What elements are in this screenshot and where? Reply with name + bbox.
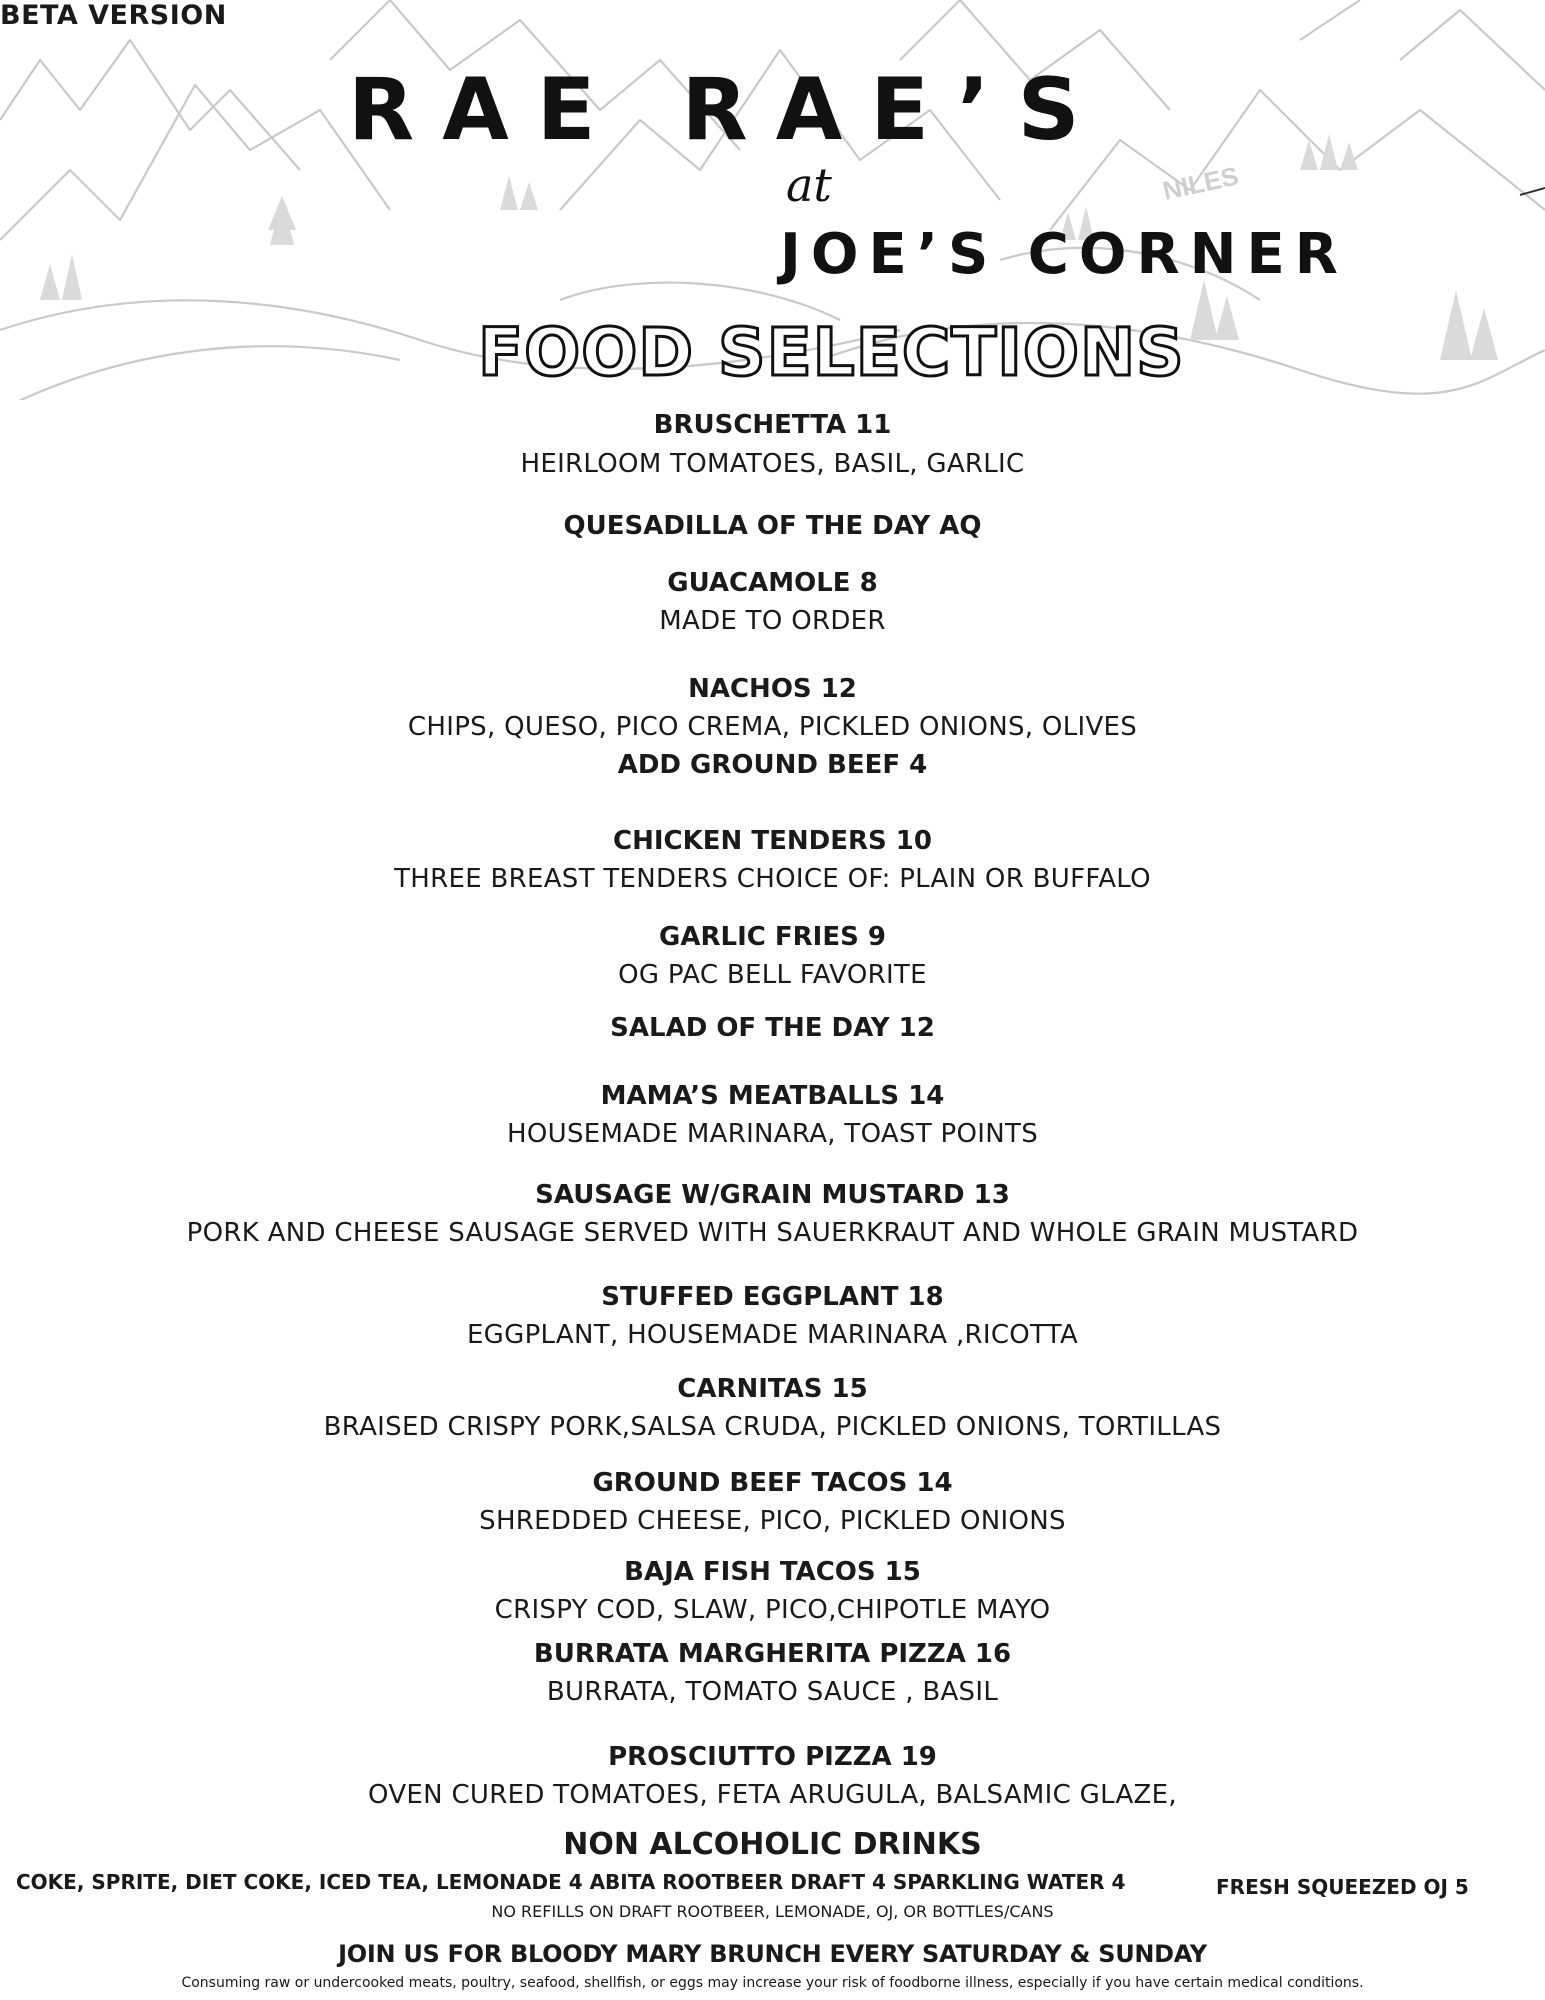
menu-item-desc: BURRATA, TOMATO SAUCE , BASIL	[546, 1677, 999, 1707]
menu-item-name: SALAD OF THE DAY 12	[610, 1013, 935, 1043]
menu-item-desc: CHIPS, QUESO, PICO CREMA, PICKLED ONIONS, OLIVES	[407, 712, 1138, 742]
menu-item-desc: BRAISED CRISPY PORK,SALSA CRUDA, PICKLED ONIONS, TORTILLAS	[323, 1412, 1222, 1442]
menu-item-desc: THREE BREAST TENDERS CHOICE OF: PLAIN OR BUFFALO	[394, 864, 1151, 894]
drinks-oj: FRESH SQUEEZED OJ 5	[1216, 1875, 1469, 1899]
menu-item-name: QUESADILLA OF THE DAY AQ	[563, 511, 982, 541]
menu-item-desc: SHREDDED CHEESE, PICO, PICKLED ONIONS	[479, 1506, 1066, 1536]
menu-item-name: BURRATA MARGHERITA PIZZA 16	[533, 1639, 1012, 1669]
menu-item-name: GARLIC FRIES 9	[659, 922, 886, 952]
menu-item-desc: HEIRLOOM TOMATOES, BASIL, GARLIC	[520, 449, 1025, 479]
menu-item-name: STUFFED EGGPLANT 18	[601, 1282, 944, 1312]
menu-item-desc: MADE TO ORDER	[659, 606, 886, 636]
menu-item-extra: ADD GROUND BEEF 4	[617, 750, 928, 780]
menu-item-desc: CRISPY COD, SLAW, PICO,CHIPOTLE MAYO	[494, 1595, 1051, 1625]
menu-item-name: NACHOS 12	[688, 674, 857, 704]
menu-item-desc: OG PAC BELL FAVORITE	[618, 960, 927, 990]
menu-item-name: CHICKEN TENDERS 10	[613, 826, 932, 856]
foodborne-disclaimer: Consuming raw or undercooked meats, poultry, seafood, shellfish, or eggs may increase your risk of foodborne illness, especially if you have certain medical conditions.	[181, 1975, 1364, 1991]
menu-item-name: CARNITAS 15	[677, 1374, 868, 1404]
beta-version-label: BETA VERSION	[0, 0, 227, 31]
menu-item-desc: EGGPLANT, HOUSEMADE MARINARA ,RICOTTA	[466, 1320, 1079, 1350]
menu-item-desc: HOUSEMADE MARINARA, TOAST POINTS	[507, 1119, 1038, 1149]
drinks-heading: NON ALCOHOLIC DRINKS	[563, 1827, 982, 1862]
menu-item-name: SAUSAGE W/GRAIN MUSTARD 13	[535, 1180, 1010, 1210]
menu-item-name: GUACAMOLE 8	[667, 568, 878, 598]
menu-item-name: BRUSCHETTA 11	[653, 410, 892, 440]
menu-item-desc: OVEN CURED TOMATOES, FETA ARUGULA, BALSAMIC GLAZE,	[368, 1780, 1177, 1810]
niles-watermark: NILES	[1160, 160, 1242, 206]
menu-item-name: BAJA FISH TACOS 15	[624, 1557, 921, 1587]
restaurant-title: RAE RAE’S	[348, 60, 1108, 160]
venue-title: JOE’S CORNER	[780, 222, 1348, 287]
drinks-list: COKE, SPRITE, DIET COKE, ICED TEA, LEMONADE 4 ABITA ROOTBEER DRAFT 4 SPARKLING WATER 4	[16, 1870, 1126, 1894]
section-title: FOOD SELECTIONS	[478, 314, 1185, 391]
menu-item-name: MAMA’S MEATBALLS 14	[600, 1081, 945, 1111]
menu-item-name: GROUND BEEF TACOS 14	[592, 1468, 953, 1498]
drinks-refill-note: NO REFILLS ON DRAFT ROOTBEER, LEMONADE, OJ, OR BOTTLES/CANS	[491, 1902, 1054, 1921]
brunch-banner: JOIN US FOR BLOODY MARY BRUNCH EVERY SATURDAY & SUNDAY	[338, 1940, 1207, 1968]
title-at: at	[786, 158, 832, 212]
menu-item-name: PROSCIUTTO PIZZA 19	[608, 1742, 937, 1772]
menu-item-desc: PORK AND CHEESE SAUSAGE SERVED WITH SAUERKRAUT AND WHOLE GRAIN MUSTARD	[186, 1218, 1359, 1248]
